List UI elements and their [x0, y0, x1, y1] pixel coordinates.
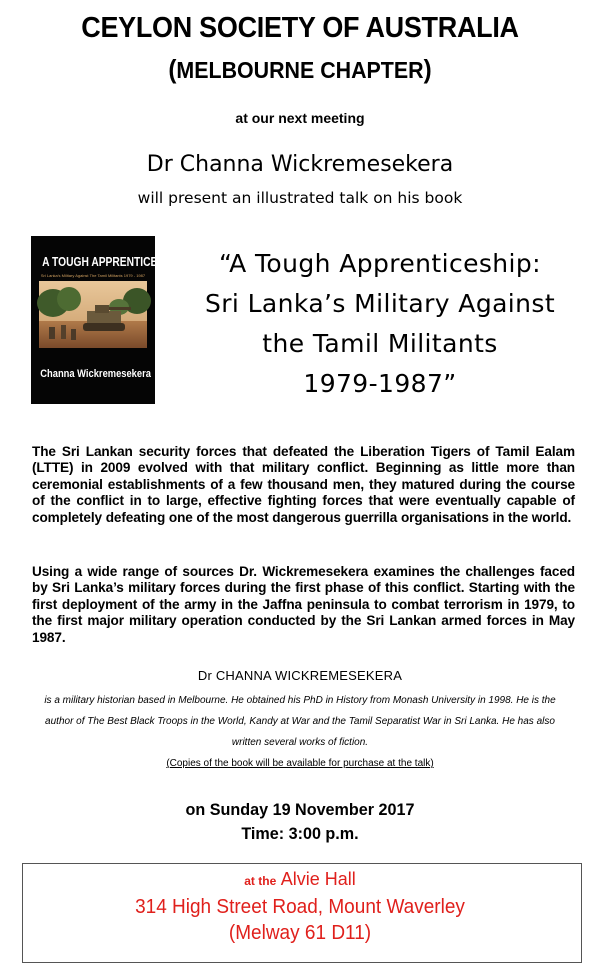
venue-melway: (Melway 61 D11)	[228, 922, 372, 944]
book-title-line-2: Sri Lanka’s Military Against	[204, 289, 556, 318]
event-time: Time: 3:00 p.m.	[241, 824, 359, 843]
bio-text: is a military historian based in Melbourne. He obtained his PhD in History from Monash University in 1998. He is the author of The Best Black Troops in the World, Kandy at War and the Tamil Separatist War in Sri Lanka. He has also written several works of fiction.	[44, 695, 556, 748]
description-paragraph-2: Using a wide range of sources Dr. Wickremesekera examines the challenges faced by Sri Lanka’s military forces during the first phase of this conflict. Starting with the first deployment of the army in the Jaffna peninsula to combat terrorism in 1979, to the first major military operation conducted by the Sri Lankan armed forces in May 1987.	[32, 563, 575, 645]
chapter-subtitle	[21, 54, 579, 85]
book-title	[180, 244, 580, 404]
organisation-title: CEYLON SOCIETY OF AUSTRALIA	[81, 12, 519, 44]
venue-at-the: at the	[244, 874, 277, 888]
venue-hall-line	[0, 869, 600, 890]
book-title-line-1: “A Tough Apprenticeship:	[219, 249, 541, 278]
chapter-close-paren: )	[423, 54, 432, 84]
book-cover-image	[31, 236, 182, 404]
chapter-open-paren: (	[168, 54, 177, 84]
copies-note: (Copies of the book will be available for purchase at the talk)	[166, 758, 434, 769]
book-title-line-3: the Tamil Militants	[262, 329, 498, 358]
book-cover-subtitle: Sri Lanka's Military Against The Tamil Militants 1979 - 1987	[40, 273, 146, 278]
speaker-name: Dr Channa Wickremesekera	[146, 152, 454, 177]
book-title-line-4: 1979-1987”	[303, 369, 457, 398]
event-date: on Sunday 19 November 2017	[185, 800, 415, 819]
description-paragraph-1: The Sri Lankan security forces that defeated the Liberation Tigers of Tamil Ealam (LTTE) in 2009 evolved with that military conflict. Beginning as little more than ceremonial establishments of a few thousand men, they matured during the course of the conflict in to large, effective fighting forces that were eventually capable of completely defeating one of the most dangerous guerrilla organisations in the world.	[32, 443, 575, 525]
venue-address: 314 High Street Road, Mount Waverley	[135, 896, 465, 918]
meeting-line: at our next meeting	[235, 110, 365, 126]
book-cover-author: Channa Wickremesekera	[40, 368, 151, 380]
venue-hall-name: Alvie Hall	[280, 869, 356, 889]
bio-name: Dr CHANNA WICKREMESEKERA	[197, 668, 403, 683]
book-cover-photo	[39, 281, 147, 348]
book-cover-title: A TOUGH APPRENTICESHIP	[42, 255, 182, 269]
presenting-line: will present an illustrated talk on his book	[137, 189, 463, 207]
chapter-name: MELBOURNE CHAPTER	[176, 57, 424, 83]
